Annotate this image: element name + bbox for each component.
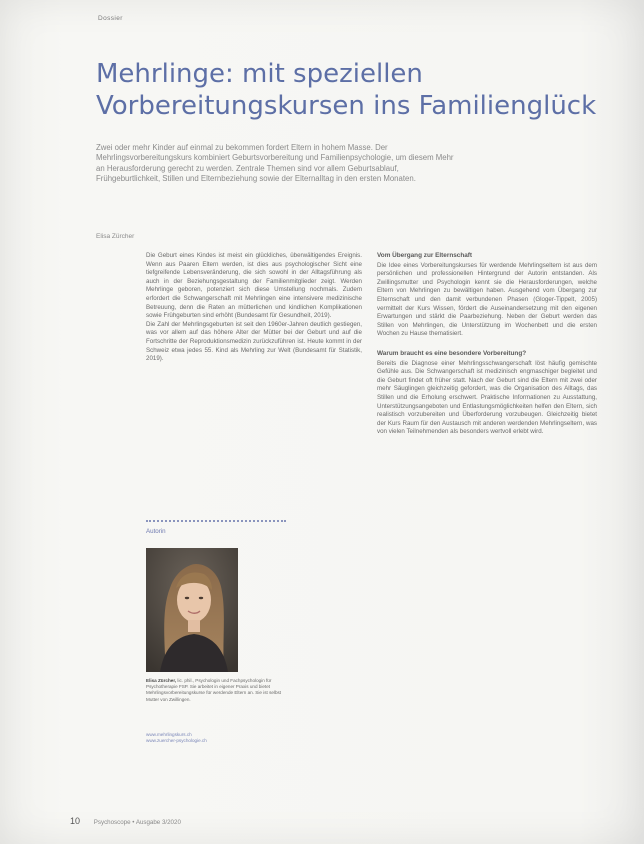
- footer-text: Psychoscope • Ausgabe 3/2020: [93, 819, 181, 826]
- body-column-left: [146, 252, 362, 364]
- author-links: [146, 732, 286, 744]
- body-paragraph: Die Zahl der Mehrlingsgeburten ist seit den 1960er-Jahren deutlich gestiegen, was vor allem auf das höhere Alter der Mütter bei der Geburt und auf die Fortschritte der Reproduktionsmedizin zurückzuführen ist. Heute kommt in der Schweiz etwa jedes 55. Kind als Mehrling zur Welt (Bundesamt für Statistik, 2019).: [146, 320, 362, 363]
- author-name: Elisa Zürcher,: [146, 678, 177, 683]
- article-lead: Zwei oder mehr Kinder auf einmal zu bekommen fordert Eltern in hohem Masse. Der Mehrlingsvorbereitungskurs kombiniert Geburtsvorbereitung und Familienpsychologie, um diesem Mehr an Herausforderung gerecht zu werden. Zentrale Themen sind vor allem Geburtsablauf, Frühgeburtlichkeit, Stillen und Elternbeziehung sowie der Elternalltag in den ersten Monaten.: [96, 143, 454, 184]
- byline: Elisa Zürcher: [96, 233, 135, 240]
- page-number: 10: [70, 816, 81, 826]
- link-item[interactable]: www.zuercher-psychologie.ch: [146, 738, 207, 744]
- title-line-1: Mehrlinge: mit speziellen: [96, 59, 423, 89]
- dotted-divider: [146, 520, 286, 522]
- section-label: Dossier: [98, 15, 123, 22]
- body-column-right: [377, 252, 597, 437]
- subheading: Warum braucht es eine besondere Vorbereitung?: [377, 349, 527, 357]
- title-line-2: Vorbereitungskursen ins Familienglück: [96, 91, 597, 121]
- body-paragraph: Bereits die Diagnose einer Mehrlingsschwangerschaft löst häufig gemischte Gefühle aus. Die Schwangerschaft ist medizinisch engmaschiger begleitet und die Geburt findet oft früher statt. Nach der Geburt sind die Eltern mit zwei oder mehr Säuglingen gleichzeitig gefordert, was die Organisation des Alltags, das Stillen und die Erholung erschwert. Praktische Informationen zu Ausstattung, Unterstützungsangeboten und Entlastungsmöglichkeiten helfen den Eltern, sich realistisch vorzubereiten und Überforderung vorzubeugen. Gleichzeitig bietet der Kurs Raum für den Austausch mit anderen werdenden Mehrlingseltern, was von vielen Teilnehmenden als besonders wertvoll erlebt wird.: [377, 359, 597, 436]
- page-footer: [70, 816, 181, 826]
- body-paragraph: Die Geburt eines Kindes ist meist ein glückliches, überwältigendes Ereignis. Wenn aus Paaren Eltern werden, ist dies aus psychologischer Sicht eine tiefgreifende Lebensveränderung, die sich sowohl in der Alltagsführung als auch in der Beziehungsgestaltung der Familienmitglieder zeigt. Werden Mehrlinge geboren, potenziert sich diese Umstellung nochmals. Zudem erfordert die Schwangerschaft mit Mehrlingen eine intensivere medizinische Betreuung, denn die Raten an mütterlichen und kindlichen Komplikationen sowie Frühgeburten sind erhöht (Bundesamt für Gesundheit, 2019).: [146, 252, 362, 320]
- article-title: [96, 58, 616, 122]
- author-bio: [146, 678, 286, 703]
- author-portrait: [146, 548, 238, 672]
- body-paragraph: Die Idee eines Vorbereitungskurses für werdende Mehrlingseltern ist aus dem persönlichen und professionellen Hintergrund der Autorin entstanden. Als Zwillingsmutter und Psychologin kennt sie die Herausforderungen, welche Eltern von Mehrlingen zu bewältigen haben. Ausgehend vom Übergang zur Elternschaft und den damit verbundenen Phasen (Gloger-Tippelt, 2005) vermittelt der Kurs Wissen, fördert die Auseinandersetzung mit den eigenen Erwartungen und stärkt die Paarbeziehung. Neben der Geburt werden das Stillen von Mehrlingen, die Unterstützung im Wochenbett und die ersten Wochen zu Hause thematisiert.: [377, 261, 597, 338]
- subheading: Vom Übergang zur Elternschaft: [377, 252, 473, 259]
- link-item[interactable]: www.mehrlingskurs.ch: [146, 732, 192, 737]
- author-description: lic. phil., Psychologin und Fachpsychologin für Psychotherapie FSP. Sie arbeitet in eigener Praxis und bietet Mehrlingsvorbereitungskurse für werdende Eltern an. Sie ist selbst Mutter von Zwillingen.: [146, 678, 282, 702]
- author-label: Autorin: [146, 528, 166, 535]
